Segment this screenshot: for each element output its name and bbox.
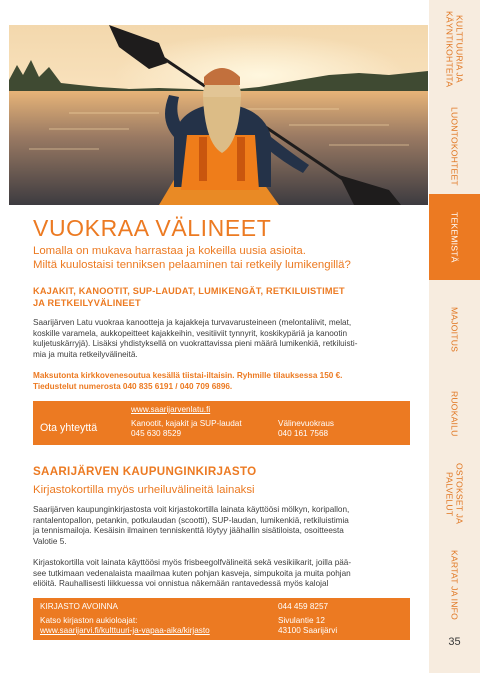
tab-label: LUONTOKOHTEET (449, 106, 460, 186)
tab-label: KULTTUURIA JA KÄYNTIKOHTEITA (444, 10, 465, 88)
cta-line: Ota yhteyttä (40, 422, 98, 434)
tab-ostokset[interactable] (429, 448, 480, 540)
contact-label: Välinevuokraus (278, 419, 334, 428)
kayak-illustration (9, 25, 428, 205)
tab-ruokailu[interactable] (429, 380, 480, 448)
tab-label: RUOKAILU (449, 391, 460, 437)
tab-tekemista[interactable] (429, 194, 480, 280)
note-line: Tiedustelut numerosta 040 835 6191 / 040 709 6896. (33, 381, 233, 391)
contact-phone[interactable]: 045 630 8529 (131, 429, 182, 439)
body-line: kuljetuskärryjä). Lisäksi yhdistyksellä on vuokrattavissa pieni määrä lumikenkiä, retkiluisti- (33, 339, 358, 349)
latu-website-link[interactable]: www.saarijarvenlatu.fi (131, 405, 211, 414)
heading-line: JA RETKEILYVÄLINEET (33, 297, 141, 308)
body-line: Kirjastokortilla voit lainata käyttöösi myös frisbeegolfvälineitä sekä vesikiikarit, joilla pää- (33, 558, 352, 567)
rowing-note (33, 371, 419, 392)
contact-rental (278, 419, 334, 440)
body-line: rantalentopallon, petankin, potkulaudan (scootti), SUP-laudan, lumikenkiä, retkiluistimia (33, 515, 349, 525)
tab-luontokohteet[interactable] (429, 98, 480, 194)
equipment-description (33, 318, 419, 360)
tab-kartat[interactable] (429, 540, 480, 630)
body-line: Saarijärven Latu vuokraa kanootteja ja kajakkeja turvavarusteineen (melontaliivit, melat, (33, 318, 352, 327)
body-line: Saarijärven kaupunginkirjastosta voit kirjastokortilla lainata käyttöösi mölkyn, koripallon, (33, 505, 350, 514)
body-line: mia ja muita retkeilyvälineitä. (33, 349, 138, 359)
library-paragraph-1 (33, 505, 419, 547)
body-line: eliöitä. Rauhallisesti liikkuessa voi onnistua näkemään rantavedessä myös kalojal (33, 579, 329, 589)
body-line: koskille varamela, aukkopeitteet kajakkeihin, vesitiiviit tynnyrit, koskikypäriä ja kanootin (33, 328, 347, 338)
lead-paragraph (33, 245, 423, 272)
library-phone[interactable]: 044 459 8257 (278, 602, 329, 611)
tab-label: MAJOITUS (449, 307, 460, 353)
tab-majoitus[interactable] (429, 280, 480, 380)
library-hours-label: Katso kirjaston aukioloajat: (40, 616, 138, 625)
tab-label: OSTOKSET JA PALVELUT (444, 463, 465, 525)
hero-photo-kayaker (9, 25, 428, 205)
note-line: Maksutonta kirkkovenesoutua kesällä tiistai-iltaisin. Ryhmille tilauksessa 150 €. (33, 371, 343, 380)
library-city: 43100 Saarijärvi (278, 626, 338, 635)
library-paragraph-2 (33, 558, 419, 590)
library-open-label: KIRJASTO AVOINNA (40, 602, 118, 611)
body-line: see tutkimaan vedenalaista maailmaa kuten pohjan kasveja, simpukoita ja muita pohjan (33, 568, 351, 578)
library-hours-link[interactable]: www.saarijarvi.fi/kulttuuri-ja-vapaa-aika/kirjasto (40, 626, 210, 635)
heading-line: KAJAKIT, KANOOTIT, SUP-LAUDAT, LUMIKENGÄT, RETKILUISTIMET (33, 286, 345, 296)
library-street: Sivulantie 12 (278, 616, 325, 625)
contact-phone[interactable]: 040 161 7568 (278, 429, 329, 439)
contact-box (33, 401, 410, 462)
library-heading: SAARIJÄRVEN KAUPUNGINKIRJASTO (33, 465, 257, 478)
library-subtitle: Kirjastokortilla myös urheiluvälineitä lainaksi (33, 484, 255, 496)
cta-line: ja tee varaus! (40, 450, 104, 462)
tab-label: TEKEMISTÄ (449, 211, 460, 263)
page-number: 35 (448, 636, 461, 648)
body-line: ja tennismailoja. Kesäisin ilmainen tenniskenttä löytyy jäähallin sisätiloista, osoitteesta (33, 526, 344, 536)
library-info-box (33, 598, 410, 640)
tab-label: KARTAT JA INFO (449, 550, 460, 620)
equipment-heading (33, 286, 423, 309)
contact-label: Kanootit, kajakit ja SUP-laudat (131, 419, 242, 428)
lead-line: Lomalla on mukava harrastaa ja kokeilla uusia asioita. (33, 245, 306, 257)
section-tab-rail (429, 0, 480, 673)
lead-line: Miltä kuulostaisi tenniksen pelaaminen tai retkeily lumikengillä? (33, 258, 351, 271)
body-line: Valotie 5. (33, 536, 67, 546)
contact-canoes (131, 419, 242, 440)
tab-kulttuuria[interactable] (429, 0, 480, 98)
page-title: VUOKRAA VÄLINEET (33, 215, 272, 241)
